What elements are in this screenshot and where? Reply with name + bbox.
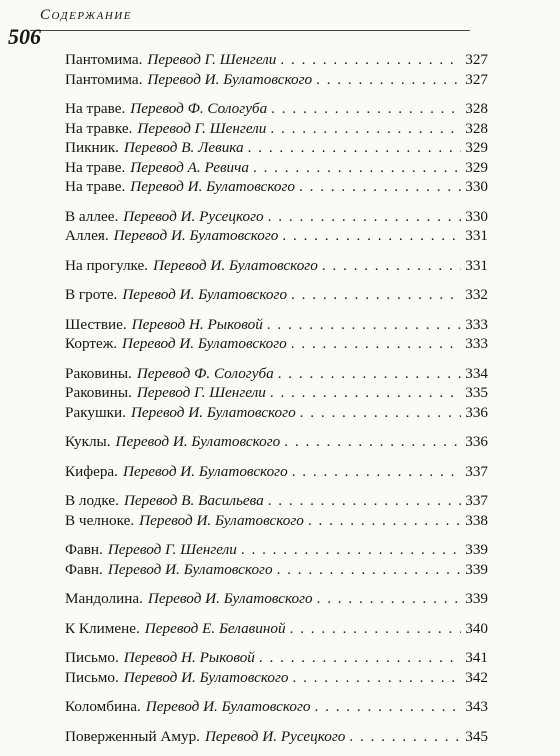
- toc-entry[interactable]: [65, 70, 488, 90]
- dot-leader: [268, 491, 462, 511]
- dot-leader: [291, 334, 461, 354]
- dot-leader: [317, 589, 462, 609]
- dot-leader: [248, 138, 462, 158]
- toc-entry[interactable]: [65, 334, 488, 354]
- dot-leader: [290, 619, 462, 639]
- entry-translator: Перевод И. Булатовского: [145, 698, 311, 715]
- entry-page-number: 327: [465, 51, 488, 68]
- entry-page-number: 339: [465, 560, 488, 578]
- toc-group: [65, 491, 488, 530]
- entry-title: На траве.: [65, 178, 126, 195]
- toc-entry[interactable]: [65, 540, 488, 560]
- entry-title: Письмо.: [65, 649, 119, 666]
- toc-entry[interactable]: [65, 285, 488, 305]
- toc-group: [65, 432, 488, 452]
- entry-translator: Перевод Г. Шенгели: [107, 541, 237, 558]
- entry-page-number: 342: [465, 668, 488, 686]
- entry-title: Кортеж.: [65, 335, 118, 352]
- toc-entry[interactable]: [65, 491, 488, 511]
- entry-title: Фавн.: [65, 560, 103, 578]
- entry-title: Аллея.: [65, 227, 109, 244]
- entry-title: На прогулке.: [65, 256, 149, 274]
- entry-translator: Перевод И. Русецкого: [204, 727, 346, 745]
- toc-entry[interactable]: [65, 119, 488, 139]
- toc-entry[interactable]: [65, 403, 488, 423]
- entry-page-number: 330: [465, 178, 488, 195]
- entry-title: Поверженный Амур.: [65, 727, 200, 745]
- toc-group: [65, 462, 488, 482]
- entry-page-number: 338: [465, 511, 488, 529]
- entry-title: Кифера.: [65, 462, 118, 480]
- entry-page-number: 328: [465, 119, 488, 137]
- entry-page-number: 339: [465, 541, 488, 558]
- running-header: [30, 4, 470, 24]
- dot-leader: [308, 511, 461, 531]
- dot-leader: [253, 158, 461, 178]
- toc-entry[interactable]: [65, 648, 488, 668]
- toc-entry[interactable]: [65, 383, 488, 403]
- entry-page-number: 328: [465, 100, 488, 117]
- entry-translator: Перевод В. Васильева: [123, 492, 264, 509]
- toc-group: [65, 589, 488, 609]
- entry-title: Пантомима.: [65, 51, 143, 68]
- entry-page-number: 334: [465, 364, 488, 382]
- dot-leader: [291, 285, 461, 305]
- toc-group: [65, 285, 488, 305]
- entry-translator: Перевод Г. Шенгели: [136, 384, 266, 401]
- entry-translator: Перевод И. Булатовского: [113, 227, 279, 244]
- entry-title: Мандолина.: [65, 590, 143, 607]
- toc-entry[interactable]: [65, 511, 488, 531]
- entry-title: На травке.: [65, 119, 133, 137]
- entry-translator: Перевод А. Ревича: [130, 158, 249, 176]
- entry-translator: Перевод Ф. Сологуба: [136, 364, 274, 382]
- toc-entry[interactable]: [65, 697, 488, 717]
- entry-translator: Перевод И. Булатовского: [147, 70, 313, 88]
- dot-leader: [278, 364, 462, 384]
- entry-translator: Перевод И. Булатовского: [122, 462, 288, 480]
- entry-translator: Перевод И. Булатовского: [122, 286, 288, 303]
- dot-leader: [284, 432, 461, 452]
- entry-title: Куклы.: [65, 433, 111, 450]
- toc-entry[interactable]: [65, 158, 488, 178]
- dot-leader: [282, 226, 461, 246]
- entry-translator: Перевод Н. Рыковой: [131, 315, 263, 333]
- dot-leader: [259, 648, 461, 668]
- dot-leader: [300, 403, 462, 423]
- entry-title: Раковины.: [65, 384, 132, 401]
- entry-title: Письмо.: [65, 668, 119, 686]
- entry-translator: Перевод Ф. Сологуба: [130, 100, 268, 117]
- toc-entry[interactable]: [65, 560, 488, 580]
- dot-leader: [316, 70, 461, 90]
- toc-group: [65, 697, 488, 717]
- dot-leader: [277, 560, 462, 580]
- entry-page-number: 345: [465, 727, 488, 745]
- dot-leader: [315, 697, 462, 717]
- toc-entry[interactable]: [65, 226, 488, 246]
- toc-entry[interactable]: [65, 99, 488, 119]
- toc-group: [65, 50, 488, 89]
- page-number: 506: [8, 24, 41, 49]
- toc-entry[interactable]: [65, 256, 488, 276]
- entry-translator: Перевод Е. Белавиной: [144, 619, 286, 637]
- entry-title: Коломбина.: [65, 698, 141, 715]
- entry-translator: Перевод И. Булатовского: [107, 560, 273, 578]
- entry-translator: Перевод И. Булатовского: [147, 590, 313, 607]
- toc-entry[interactable]: [65, 177, 488, 197]
- dot-leader: [322, 256, 461, 276]
- dot-leader: [292, 668, 461, 688]
- dot-leader: [268, 207, 462, 227]
- entry-page-number: 331: [465, 256, 488, 274]
- entry-page-number: 332: [465, 286, 488, 303]
- dot-leader: [280, 50, 461, 70]
- entry-title: На траве.: [65, 158, 126, 176]
- toc-entry[interactable]: [65, 207, 488, 227]
- dot-leader: [292, 462, 462, 482]
- entry-page-number: 343: [465, 698, 488, 715]
- entry-page-number: 337: [465, 492, 488, 509]
- toc-entry[interactable]: [65, 364, 488, 384]
- entry-translator: Перевод И. Булатовского: [122, 335, 287, 352]
- header-rule: [30, 30, 470, 31]
- toc-group: [65, 207, 488, 246]
- entry-page-number: 336: [465, 433, 488, 450]
- entry-title: К Климене.: [65, 619, 140, 637]
- entry-title: Пикник.: [65, 139, 119, 156]
- dot-leader: [267, 315, 461, 335]
- dot-leader: [271, 99, 461, 119]
- toc-group: [65, 540, 488, 579]
- entry-translator: Перевод И. Русецкого: [123, 207, 264, 225]
- entry-page-number: 327: [465, 70, 488, 88]
- toc-group: [65, 364, 488, 423]
- dot-leader: [349, 727, 461, 747]
- toc-group: [65, 99, 488, 197]
- entry-translator: Перевод И. Булатовского: [130, 403, 296, 421]
- table-of-contents: [65, 50, 488, 756]
- entry-translator: Перевод И. Булатовского: [139, 511, 304, 529]
- toc-entry[interactable]: [65, 668, 488, 688]
- entry-page-number: 333: [465, 335, 488, 352]
- toc-group: [65, 256, 488, 276]
- entry-translator: Перевод Г. Шенгели: [137, 119, 267, 137]
- entry-page-number: 333: [465, 315, 488, 333]
- entry-page-number: 337: [465, 462, 488, 480]
- entry-title: На траве.: [65, 100, 126, 117]
- toc-group: [65, 648, 488, 687]
- entry-page-number: 336: [465, 403, 488, 421]
- toc-entry[interactable]: [65, 432, 488, 452]
- entry-page-number: 341: [465, 649, 488, 666]
- dot-leader: [241, 540, 461, 560]
- entry-translator: Перевод И. Булатовского: [130, 178, 296, 195]
- toc-entry[interactable]: [65, 462, 488, 482]
- dot-leader: [270, 119, 461, 139]
- entry-translator: Перевод И. Булатовского: [115, 433, 281, 450]
- toc-entry[interactable]: [65, 619, 488, 639]
- entry-page-number: 330: [465, 207, 488, 225]
- entry-title: В гроте.: [65, 286, 118, 303]
- entry-translator: Перевод Г. Шенгели: [147, 51, 277, 68]
- toc-entry[interactable]: [65, 727, 488, 747]
- entry-title: Фавн.: [65, 541, 103, 558]
- entry-translator: Перевод Н. Рыковой: [123, 649, 255, 666]
- entry-title: Пантомима.: [65, 70, 143, 88]
- entry-title: Шествие.: [65, 315, 127, 333]
- toc-entry[interactable]: [65, 315, 488, 335]
- entry-page-number: 329: [465, 158, 488, 176]
- dot-leader: [299, 177, 461, 197]
- entry-title: Ракушки.: [65, 403, 126, 421]
- toc-group: [65, 727, 488, 747]
- entry-page-number: 331: [465, 227, 488, 244]
- toc-group: [65, 619, 488, 639]
- entry-title: В челноке.: [65, 511, 135, 529]
- toc-group: [65, 315, 488, 354]
- section-title: Содержание: [40, 7, 132, 23]
- entry-page-number: 340: [465, 619, 488, 637]
- entry-page-number: 335: [465, 384, 488, 401]
- entry-title: В аллее.: [65, 207, 119, 225]
- entry-translator: Перевод И. Булатовского: [153, 256, 318, 274]
- entry-translator: Перевод В. Левика: [123, 139, 244, 156]
- toc-entry[interactable]: [65, 589, 488, 609]
- dot-leader: [270, 383, 461, 403]
- entry-title: В лодке.: [65, 492, 119, 509]
- toc-entry[interactable]: [65, 138, 488, 158]
- entry-page-number: 329: [465, 139, 488, 156]
- entry-page-number: 339: [465, 590, 488, 607]
- toc-entry[interactable]: [65, 50, 488, 70]
- entry-translator: Перевод И. Булатовского: [123, 668, 289, 686]
- entry-title: Раковины.: [65, 364, 132, 382]
